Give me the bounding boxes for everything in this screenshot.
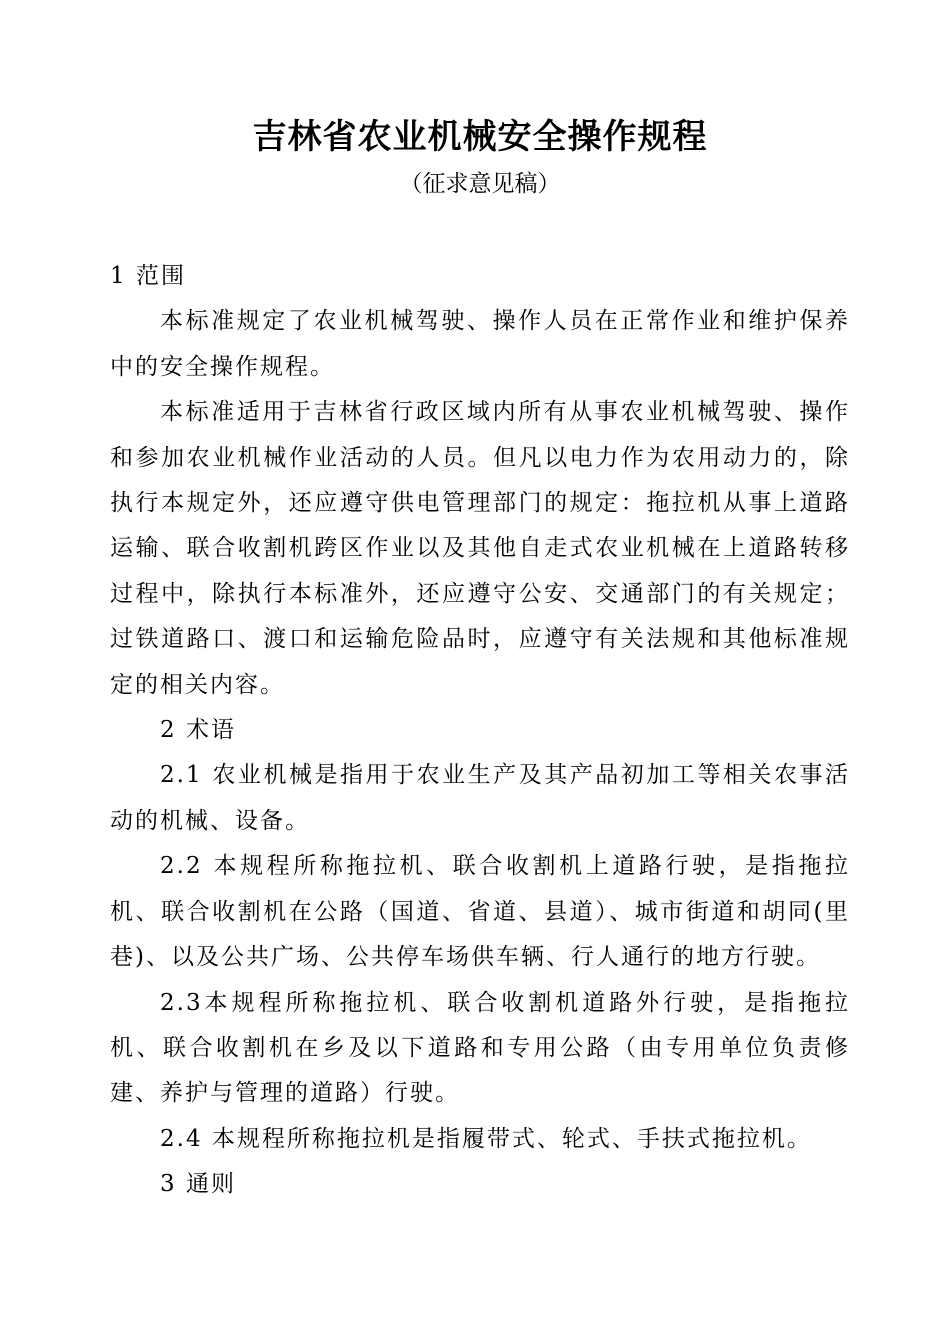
document-body	[110, 254, 850, 1208]
paragraph-term-2-3: 2.3本规程所称拖拉机、联合收割机道路外行驶，是指拖拉机、联合收割机在乡及以下道路和专用公路（由专用单位负责修建、养护与管理的道路）行驶。	[110, 989, 850, 1107]
paragraph-term-2-1: 2.1 农业机械是指用于农业生产及其产品初加工等相关农事活动的机械、设备。	[110, 762, 850, 834]
section-heading-scope: 1 范围	[110, 263, 186, 289]
paragraph-scope-2: 本标准适用于吉林省行政区域内所有从事农业机械驾驶、操作和参加农业机械作业活动的人员。但凡以电力作为农用动力的，除执行本规定外，还应遵守供电管理部门的规定：拖拉机从事上道路运输、联合收割机跨区作业以及其他自走式农业机械在上道路转移过程中，除执行本标准外，还应遵守公安、交通部门的有关规定；过铁道路口、渡口和运输危险品时，应遵守有关法规和其他标准规定的相关内容。	[110, 399, 850, 698]
document-title: 吉林省农业机械安全操作规程	[252, 117, 708, 157]
section-heading-terms: 2 术语	[160, 717, 236, 744]
paragraph-scope-1: 本标准规定了农业机械驾驶、操作人员在正常作业和维护保养中的安全操作规程。	[110, 308, 850, 380]
section-heading-general: 3 通则	[160, 1171, 236, 1198]
document-subtitle: （征求意见稿）	[399, 171, 561, 197]
paragraph-term-2-4: 2.4 本规程所称拖拉机是指履带式、轮式、手扶式拖拉机。	[160, 1125, 812, 1152]
paragraph-term-2-2: 2.2 本规程所称拖拉机、联合收割机上道路行驶，是指拖拉机、联合收割机在公路（国道、省道、县道）、城市街道和胡同(里巷)、以及公共广场、公共停车场供车辆、行人通行的地方行驶。	[110, 853, 850, 971]
